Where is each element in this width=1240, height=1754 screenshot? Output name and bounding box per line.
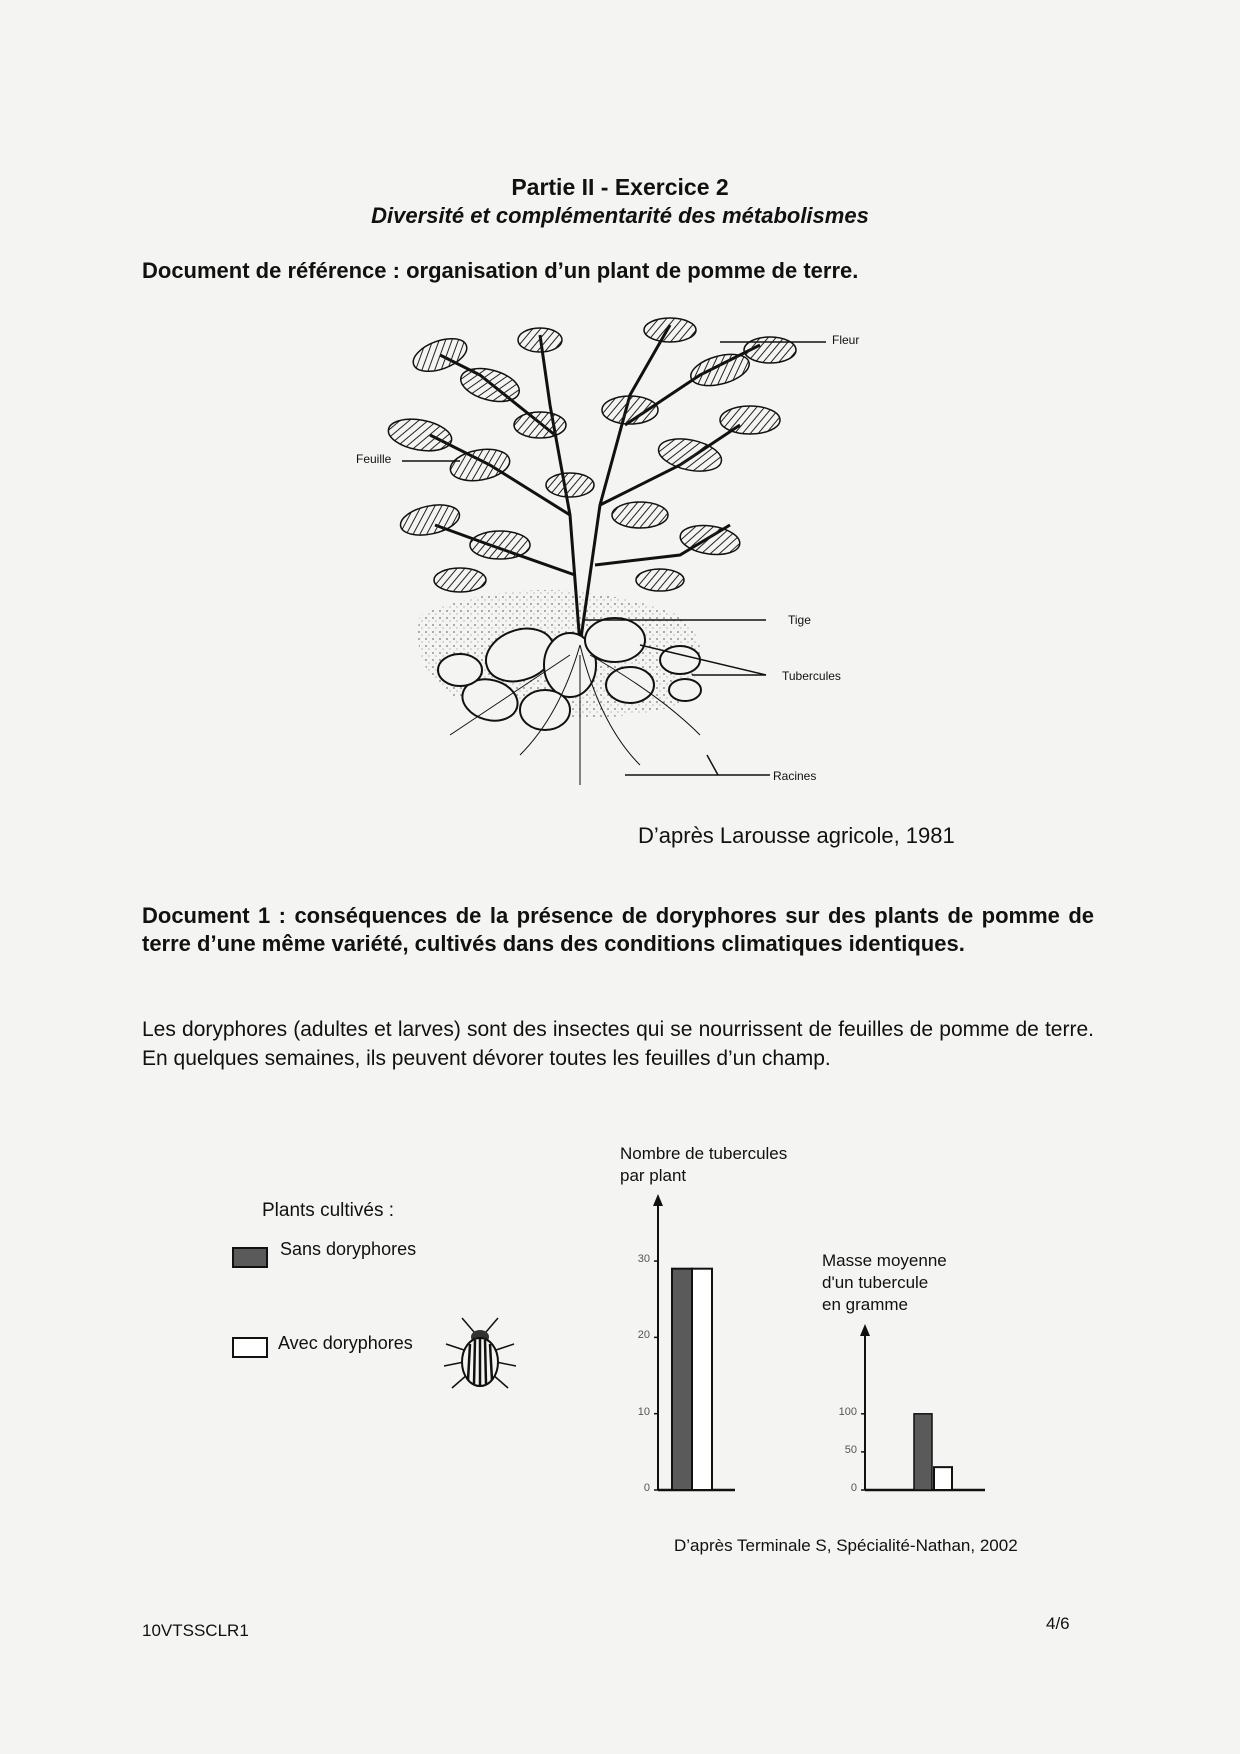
document1-paragraph: Les doryphores (adultes et larves) sont des insectes qui se nourrissent de feuilles de pomme de terre. En quelques semaines, ils peuvent dévorer toutes les feuilles d’un champ. — [142, 1018, 1094, 1070]
reference-source: D’après Larousse agricole, 1981 — [638, 823, 955, 848]
chart1-title — [620, 1143, 787, 1187]
chart1-tick-label-0: 0 — [643, 1482, 650, 1494]
exercise-subtitle: Diversité et complémentarité des métabolismes — [371, 203, 869, 228]
chart2-title-line2: d'un tubercule — [822, 1273, 929, 1292]
document1-source: D’après Terminale S, Spécialité-Nathan, 2002 — [674, 1536, 1018, 1555]
doryphore-beetle-icon — [438, 1310, 522, 1396]
chart2-bar-avec-doryphores — [934, 1467, 952, 1490]
chart1-tick-label-30: 30 — [637, 1253, 650, 1266]
legend-swatch-sans — [232, 1247, 268, 1268]
chart1-tick-label-10: 10 — [637, 1405, 650, 1418]
chart1-tick-label-20: 20 — [637, 1329, 650, 1342]
chart1-title-line2: par plant — [620, 1166, 687, 1185]
chart1-y-axis-arrow — [653, 1194, 663, 1206]
exercise-title: Partie II - Exercice 2 — [511, 174, 729, 200]
potato-plant-illustration — [340, 315, 900, 805]
reference-heading: Document de référence : organisation d’un plant de pomme de terre. — [142, 258, 859, 283]
chart2-y-axis-arrow — [860, 1324, 870, 1336]
label-feuille: Feuille — [356, 452, 392, 466]
chart2-tick-label-0: 0 — [850, 1482, 857, 1494]
label-tubercules: Tubercules — [782, 669, 841, 683]
chart2-title-line3: en gramme — [822, 1295, 908, 1314]
legend-label-avec: Avec doryphores — [278, 1333, 413, 1353]
document1-heading: Document 1 : conséquences de la présence de doryphores sur des plants de pomme de terre d’une même variété, cultivés dans des conditions climatiques identiques. — [142, 903, 1094, 956]
chart2-tick-label-100: 100 — [838, 1405, 857, 1418]
chart2-bar-sans-doryphores — [914, 1414, 932, 1490]
chart1-bar-sans-doryphores — [672, 1269, 692, 1490]
label-racines: Racines — [773, 769, 817, 783]
legend-label-sans: Sans doryphores — [280, 1239, 417, 1259]
page-number: 4/6 — [1046, 1614, 1070, 1633]
footer-code: 10VTSSCLR1 — [142, 1621, 249, 1640]
chart1-bar-avec-doryphores — [692, 1269, 712, 1490]
legend-swatch-avec — [232, 1337, 268, 1358]
label-fleur: Fleur — [832, 333, 860, 347]
chart1-svg — [600, 1190, 760, 1510]
chart2-tick-label-50: 50 — [844, 1443, 857, 1456]
chart2-title-line1: Masse moyenne — [822, 1251, 947, 1270]
chart2-title — [822, 1250, 947, 1316]
legend-title: Plants cultivés : — [262, 1200, 394, 1221]
chart1-title-line1: Nombre de tubercules — [620, 1144, 788, 1163]
label-tige: Tige — [788, 613, 811, 627]
